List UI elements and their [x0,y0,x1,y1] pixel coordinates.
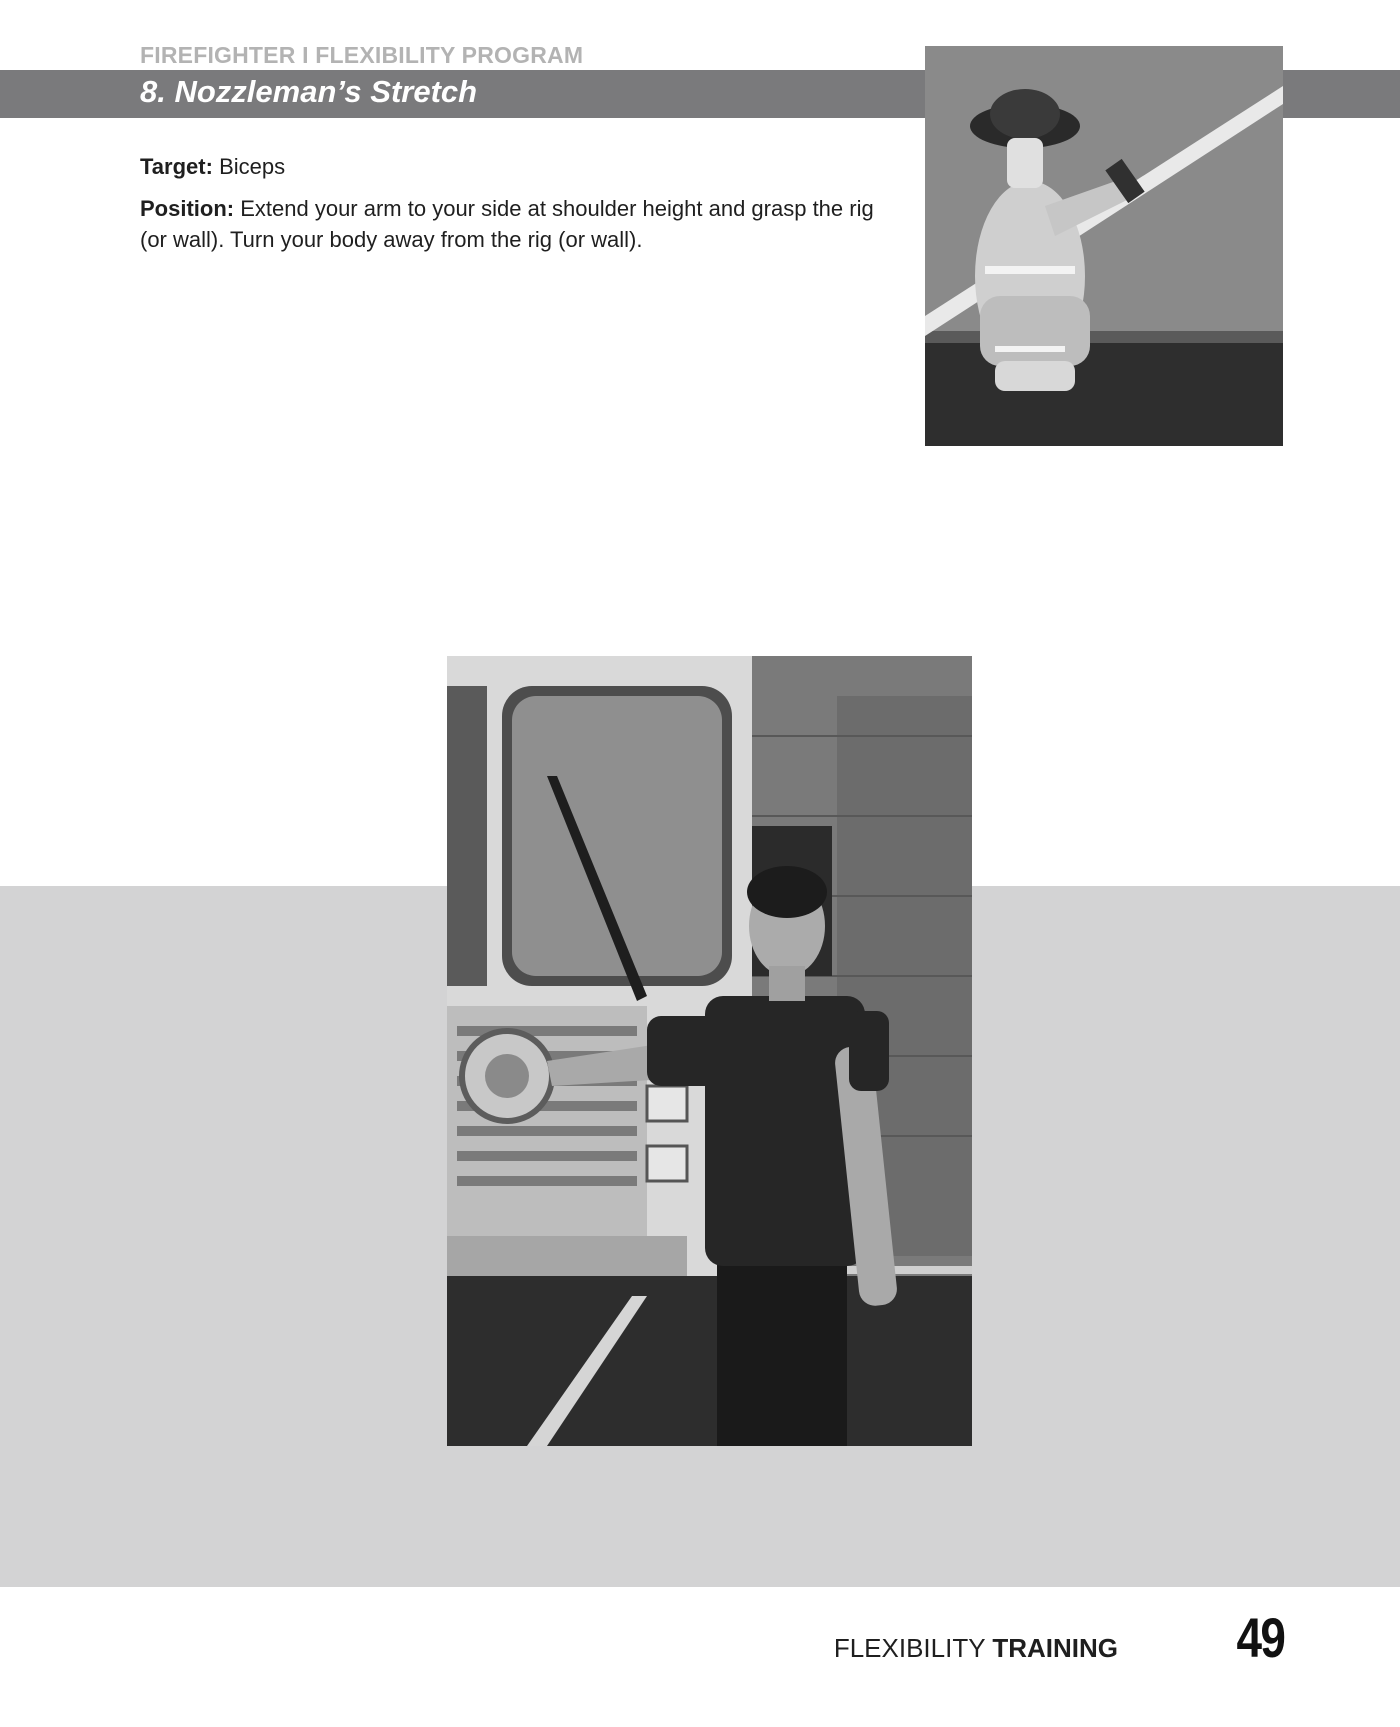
page-title: 8. Nozzleman’s Stretch [140,74,478,109]
firefighter-rig-stretch-photo [447,656,972,1446]
position-value: Extend your arm to your side at shoulder height and grasp the rig (or wall). Turn your body away from the rig (or wall). [140,196,874,252]
firefighter-hose-photo [925,46,1283,446]
target-value: Biceps [219,154,286,179]
page-number: 49 [1236,1606,1284,1669]
footer-section-label [834,1633,1118,1664]
target-paragraph [140,151,900,182]
footer-section-light: FLEXIBILITY [833,1633,986,1663]
running-header: FIREFIGHTER I FLEXIBILITY PROGRAM [140,42,584,68]
position-paragraph [140,193,900,255]
position-label: Position: [140,196,235,221]
footer-section-bold: TRAINING [992,1633,1118,1663]
target-label: Target: [140,154,213,179]
